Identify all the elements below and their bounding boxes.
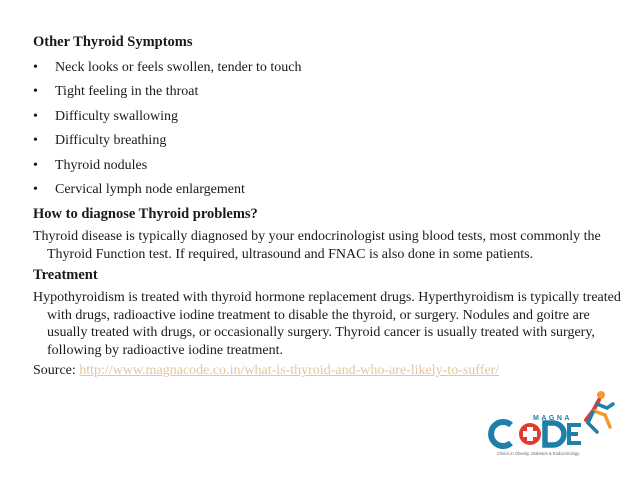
logo-letter-e	[567, 423, 581, 445]
bullet-glyph: •	[33, 84, 38, 100]
list-item	[33, 181, 623, 199]
logo-word-top: MAGNA	[533, 415, 572, 422]
logo-cross-o	[519, 423, 541, 445]
list-item	[33, 108, 623, 126]
list-item	[33, 83, 623, 101]
symptoms-list	[33, 59, 623, 199]
symptoms-heading: Other Thyroid Symptoms	[33, 34, 193, 50]
logo-letter-c	[491, 422, 511, 446]
symptom-text: Thyroid nodules	[55, 157, 148, 173]
source-line	[33, 362, 623, 380]
symptom-text: Neck looks or feels swollen, tender to touch	[55, 60, 302, 75]
logo-tagline: Clinics in Obesity, Diabetes & Endocrinology	[497, 451, 580, 456]
bullet-glyph: •	[33, 133, 38, 149]
treatment-paragraph: Hypothyroidism is treated with thyroid hormone replacement drugs. Hyperthyroidism is typically treated with drugs, radioactive iodine treatment to disable the thyroid, or surgery. Nodules and goitre are usually treated with drugs, or occasionally surgery. Thyroid cancer is usually treated with surgery, following by radioactive iodine treatment.	[33, 290, 621, 358]
diagnosis-paragraph: Thyroid disease is typically diagnosed by your endocrinologist using blood tests, most commonly the Thyroid Function test. If required, ultrasound and FNAC is also done in some patients.	[33, 229, 601, 262]
document-body	[33, 33, 623, 380]
bullet-glyph: •	[33, 181, 38, 197]
runner-figure	[586, 391, 613, 432]
treatment-heading: Treatment	[33, 267, 98, 284]
logo-letter-d	[545, 423, 564, 445]
bullet-glyph: •	[33, 157, 38, 173]
magnacode-logo	[487, 387, 622, 467]
list-item	[33, 59, 623, 77]
symptom-text: Difficulty swallowing	[55, 108, 179, 124]
bullet-glyph: •	[33, 60, 38, 75]
symptom-text: Cervical lymph node enlargement	[55, 181, 245, 197]
source-link[interactable]: http://www.magnacode.co.in/what-is-thyroid-and-who-are-likely-to-suffer/	[79, 363, 500, 379]
bullet-glyph: •	[33, 108, 38, 124]
symptom-text: Tight feeling in the throat	[55, 84, 199, 100]
list-item	[33, 132, 623, 150]
diagnosis-heading: How to diagnose Thyroid problems?	[33, 206, 258, 223]
list-item	[33, 157, 623, 175]
source-label: Source:	[33, 363, 80, 379]
logo-graphic	[487, 387, 622, 467]
symptom-text: Difficulty breathing	[55, 133, 167, 149]
